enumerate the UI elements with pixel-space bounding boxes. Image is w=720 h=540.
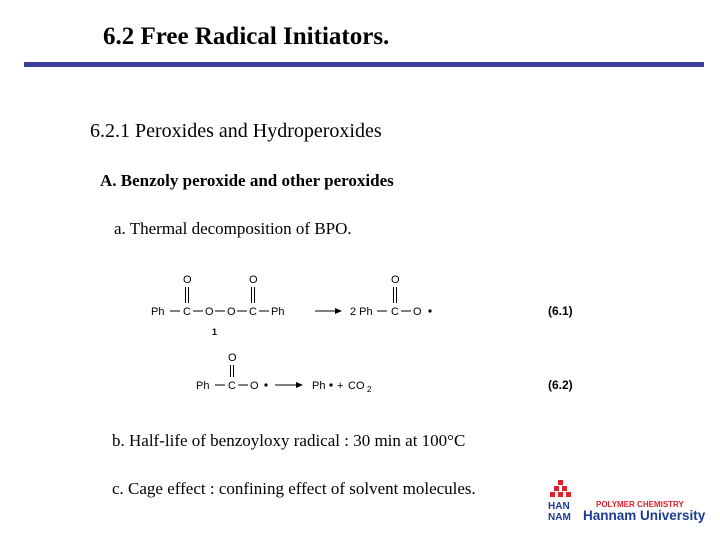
carbon-label: C — [183, 306, 191, 318]
slide-title: 6.2 Free Radical Initiators. — [103, 23, 390, 50]
logo-university-name: Hannam University — [583, 508, 706, 523]
logo-han: HAN — [548, 501, 570, 512]
logo-square — [558, 492, 563, 497]
radical-dot — [264, 383, 267, 386]
oxygen-label: O — [227, 306, 236, 318]
logo-square — [554, 486, 559, 491]
ph-label: Ph — [196, 380, 210, 392]
two-ph-label: 2 Ph — [350, 306, 373, 318]
logo-square — [558, 480, 563, 485]
logo-square — [562, 486, 567, 491]
carbon-label: C — [228, 380, 236, 392]
plus-sign: + — [337, 380, 344, 392]
radical-dot — [329, 383, 332, 386]
section-heading: 6.2.1 Peroxides and Hydroperoxides — [90, 120, 382, 142]
subsection-heading: A. Benzoly peroxide and other peroxides — [100, 171, 394, 190]
oxygen-label: O — [183, 274, 192, 286]
logo-square — [550, 492, 555, 497]
item-a-text: a. Thermal decomposition of BPO. — [114, 219, 352, 238]
reaction-scheme — [145, 266, 585, 396]
logo-tagline: POLYMER CHEMISTRY — [596, 500, 684, 509]
ph-label: Ph — [312, 380, 326, 392]
equation-number: (6.2) — [548, 378, 573, 392]
oxygen-label: O — [391, 274, 400, 286]
co2-subscript: 2 — [367, 385, 372, 394]
hannam-university-logo — [547, 478, 712, 526]
ph-label: Ph — [271, 306, 285, 318]
arrowhead — [335, 308, 342, 314]
oxygen-label: O — [250, 380, 259, 392]
title-underline — [24, 62, 704, 67]
oxygen-label: O — [249, 274, 258, 286]
ph-label: Ph — [151, 306, 165, 318]
logo-nam: NAM — [548, 512, 571, 523]
compound-number: 1 — [212, 327, 218, 337]
oxygen-label: O — [413, 306, 422, 318]
carbon-label: C — [391, 306, 399, 318]
radical-dot — [428, 309, 431, 312]
logo-square — [566, 492, 571, 497]
carbon-label: C — [249, 306, 257, 318]
equation-6-1 — [151, 274, 573, 337]
equation-number: (6.1) — [548, 304, 573, 318]
item-c-text: c. Cage effect : confining effect of solvent molecules. — [112, 479, 476, 498]
item-b-text: b. Half-life of benzoyloxy radical : 30 min at 100°C — [112, 431, 466, 450]
equation-6-2 — [196, 352, 573, 394]
oxygen-label: O — [228, 352, 237, 364]
arrowhead — [296, 382, 303, 388]
logo-mark — [550, 480, 571, 497]
co2-label: CO — [348, 380, 365, 392]
oxygen-label: O — [205, 306, 214, 318]
